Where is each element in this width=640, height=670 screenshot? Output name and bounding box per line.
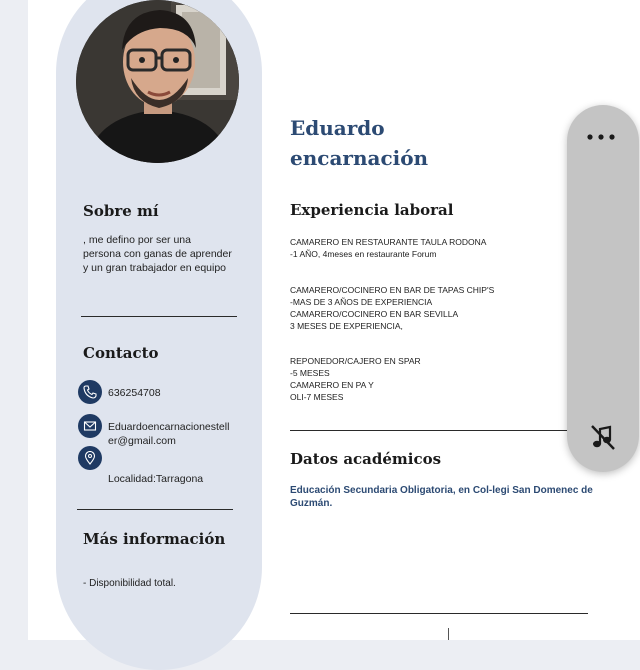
job-block	[290, 236, 486, 260]
music-off-icon[interactable]	[588, 422, 618, 452]
about-line: persona con ganas de aprender	[83, 248, 232, 260]
about-heading: Sobre mí	[83, 202, 159, 220]
contact-heading: Contacto	[83, 344, 159, 362]
profile-photo	[76, 0, 239, 163]
location-text: Localidad:Tarragona	[108, 473, 204, 485]
name-first: Eduardo	[290, 116, 385, 140]
divider	[290, 613, 588, 614]
job-line: 3 MESES DE EXPERIENCIA,	[290, 321, 403, 331]
divider	[290, 430, 580, 431]
phone-number[interactable]: 636254708	[108, 387, 161, 399]
about-text	[83, 233, 232, 275]
job-line: REPONEDOR/CAJERO EN SPAR	[290, 356, 421, 366]
email-line: Eduardoencarnacionestell	[108, 421, 230, 433]
job-line: CAMARERO/COCINERO EN BAR SEVILLA	[290, 309, 459, 319]
job-block	[290, 284, 494, 332]
job-line: -5 MESES	[290, 368, 330, 378]
about-line: y un gran trabajador en equipo	[83, 262, 227, 274]
phone-icon	[78, 380, 102, 404]
job-line: CAMARERO EN PA Y	[290, 380, 374, 390]
more-info-text: - Disponibilidad total.	[83, 578, 176, 589]
job-block	[290, 355, 421, 403]
about-line: , me defino por ser una	[83, 234, 191, 246]
mail-icon	[78, 414, 102, 438]
more-dots-icon[interactable]	[586, 127, 616, 145]
email-line: er@gmail.com	[108, 435, 176, 447]
divider	[77, 509, 233, 510]
job-line: CAMARERO/COCINERO EN BAR DE TAPAS CHIP'S	[290, 285, 495, 295]
divider	[81, 316, 237, 317]
job-line: -MAS DE 3 AÑOS DE EXPERIENCIA	[290, 297, 433, 307]
more-info-heading: Más información	[83, 530, 226, 548]
education-text: Educación Secundaria Obligatoria, en Col-legi San Domenec de Guzmán.	[290, 485, 593, 509]
name-last: encarnación	[290, 146, 429, 170]
education-heading: Datos académicos	[290, 450, 442, 468]
job-line: -1 AÑO, 4meses en restaurante Forum	[290, 249, 437, 259]
location-pin-icon	[78, 446, 102, 470]
experience-heading: Experiencia laboral	[290, 201, 454, 219]
job-line: CAMARERO EN RESTAURANTE TAULA RODONA	[290, 237, 487, 247]
job-line: OLI-7 MESES	[290, 392, 344, 402]
column-divider	[448, 628, 449, 640]
floating-control-panel	[567, 105, 639, 472]
email-address[interactable]	[108, 420, 229, 448]
